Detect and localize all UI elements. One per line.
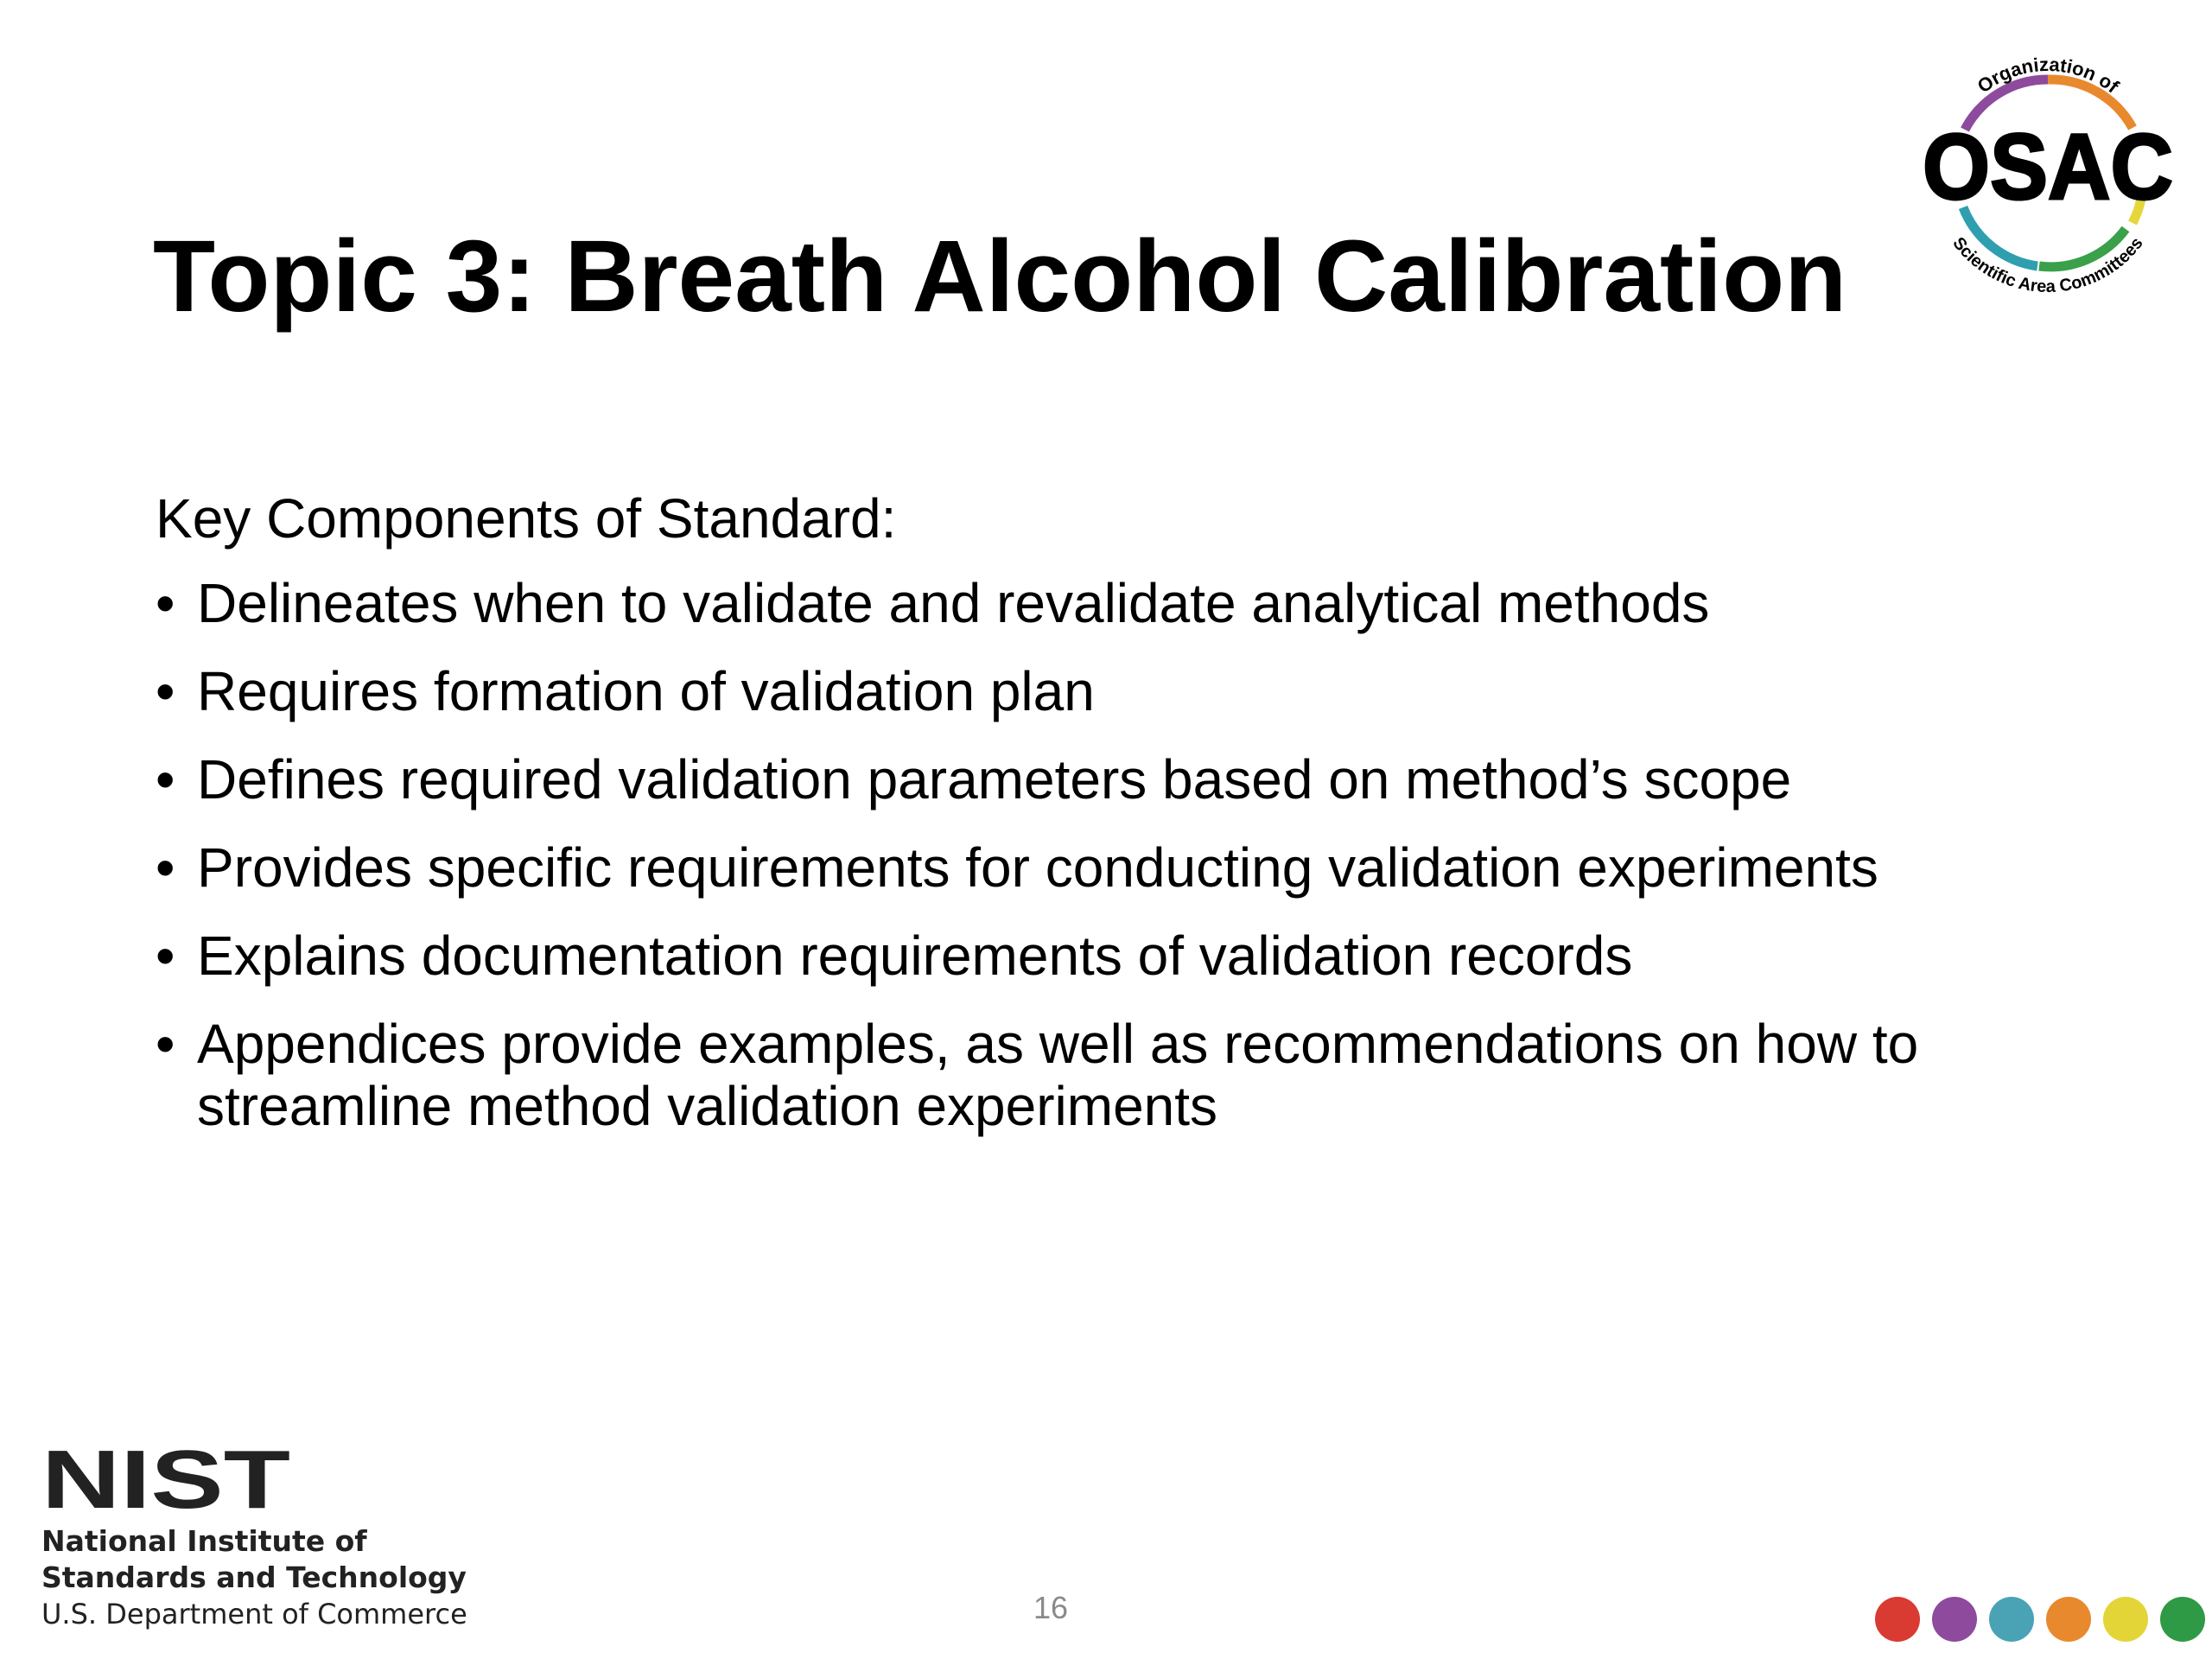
osac-wordmark: OSAC [1923, 114, 2173, 219]
bullet-item [156, 836, 2056, 899]
bullet-text: Explains documentation requirements of validation records [197, 925, 1633, 987]
nist-name-line-2: Standards and Technology [41, 1560, 467, 1594]
slide-body [156, 484, 2056, 1163]
osac-logo [1910, 26, 2186, 320]
bullet-item [156, 748, 2056, 810]
footer-color-dot [2103, 1597, 2148, 1642]
bullet-item [156, 925, 2056, 987]
bullet-item [156, 660, 2056, 722]
footer-color-dot [1989, 1597, 2034, 1642]
bullet-item [156, 1013, 2056, 1137]
bullet-list [156, 572, 2056, 1137]
footer-color-dot [2046, 1597, 2091, 1642]
footer-color-dot [1932, 1597, 1977, 1642]
bullet-marker: • [156, 836, 175, 899]
nist-wordmark [41, 1439, 292, 1516]
bullet-text: Requires formation of validation plan [197, 660, 1095, 722]
slide-title: Topic 3: Breath Alcohol Calibration [153, 219, 1847, 334]
page-number: 16 [1033, 1590, 1069, 1625]
footer-color-dot [1875, 1597, 1920, 1642]
bullet-marker: • [156, 1013, 175, 1075]
footer-dots [1875, 1597, 2205, 1642]
bullet-text: Appendices provide examples, as well as recommendations on how to streamline method validation experiments [197, 1013, 1919, 1137]
nist-name-line-1: National Institute of [41, 1524, 367, 1558]
intro-text: Key Components of Standard: [156, 487, 897, 550]
nist-wordmark-text: NIST [41, 1439, 290, 1516]
bullet-marker: • [156, 748, 175, 810]
bullet-text: Defines required validation parameters based on method’s scope [197, 748, 1792, 810]
nist-department: U.S. Department of Commerce [41, 1598, 467, 1630]
nist-logo [41, 1439, 491, 1637]
footer-color-dot [2160, 1597, 2205, 1642]
bullet-text: Provides specific requirements for conducting validation experiments [197, 836, 1878, 899]
bullet-text: Delineates when to validate and revalidate analytical methods [197, 572, 1710, 634]
osac-top-arc-text: Organization of [1973, 53, 2123, 98]
bullet-marker: • [156, 660, 175, 722]
bullet-item [156, 572, 2056, 634]
osac-bottom-arc-text: Scientific Area Committees [1948, 233, 2147, 297]
bullet-marker: • [156, 572, 175, 634]
bullet-marker: • [156, 925, 175, 987]
